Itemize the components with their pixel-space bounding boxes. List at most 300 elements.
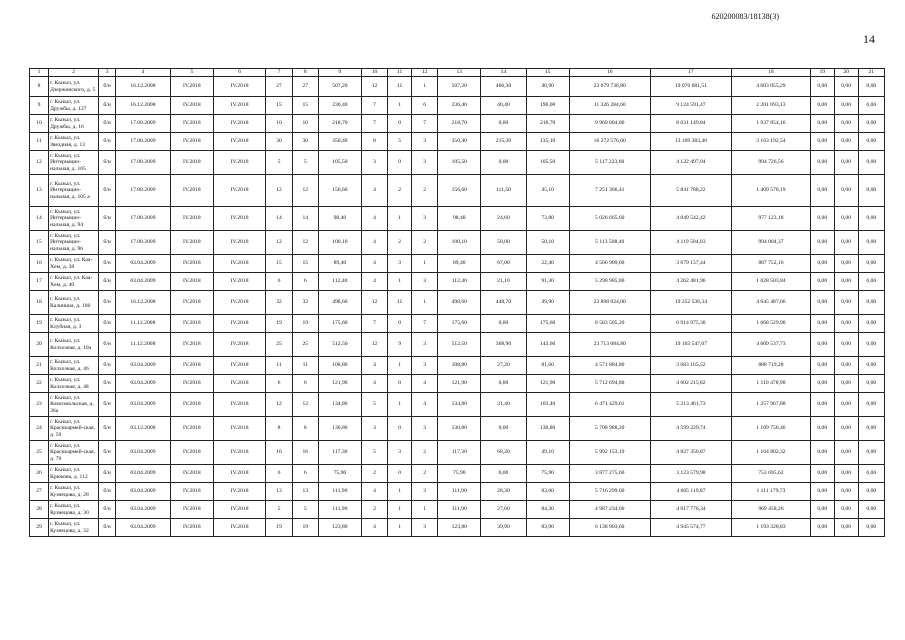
table-cell: 0,00 <box>481 465 526 483</box>
table-cell: 39,90 <box>481 519 526 537</box>
table-cell: 5 712 694,80 <box>569 375 650 393</box>
table-cell: 4 <box>361 273 387 291</box>
table-cell: IV.2018 <box>213 393 266 417</box>
table-cell: IV.2018 <box>213 501 266 519</box>
table-cell: 4 827 350,87 <box>650 441 731 465</box>
table-cell: 03.04.2009 <box>115 393 170 417</box>
table-cell: б/н <box>99 97 116 115</box>
table-cell: 23 679 736,80 <box>569 77 650 97</box>
table-cell: IV.2018 <box>170 273 213 291</box>
table-cell: 111,90 <box>438 483 481 501</box>
table-row <box>30 417 885 441</box>
table-cell: 4 571 884,80 <box>569 357 650 375</box>
table-cell: 25 <box>266 333 292 357</box>
table-row <box>30 393 885 417</box>
table-cell: 91,30 <box>526 273 569 291</box>
table-cell: 512,50 <box>438 333 481 357</box>
table-cell: 19 076 681,51 <box>650 77 731 97</box>
table-cell: б/н <box>99 417 116 441</box>
table-cell: 8 <box>30 77 49 97</box>
table-cell: 22 <box>30 375 49 393</box>
table-cell: 7 <box>361 315 387 333</box>
table-cell: 3 <box>412 417 438 441</box>
table-cell: 9 124 591,47 <box>650 97 731 115</box>
table-cell: 17.08.2009 <box>115 175 170 207</box>
table-cell: 16 272 576,00 <box>569 133 650 151</box>
table-cell: 9 969 004,00 <box>569 115 650 133</box>
table-cell: 4 <box>361 483 387 501</box>
table-cell: 23 <box>30 393 49 417</box>
table-cell: 0,00 <box>810 441 834 465</box>
table-row <box>30 519 885 537</box>
table-cell: 350,40 <box>438 133 481 151</box>
table-cell: б/н <box>99 393 116 417</box>
table-cell: 12 <box>361 291 387 315</box>
table-cell: 68,20 <box>481 441 526 465</box>
table-cell: 1 <box>388 97 412 115</box>
table-row <box>30 333 885 357</box>
table-cell: IV.2018 <box>170 207 213 231</box>
table-cell: 16.12.2008 <box>115 77 170 97</box>
table-cell: 4 <box>412 375 438 393</box>
table-cell: 0,00 <box>834 207 858 231</box>
table-cell: 175,60 <box>526 315 569 333</box>
table-cell: 105,50 <box>526 151 569 175</box>
table-cell: 105,50 <box>318 151 361 175</box>
table-cell: IV.2018 <box>170 115 213 133</box>
table-cell: 5 <box>292 501 318 519</box>
column-header: 8 <box>292 69 318 77</box>
column-header: 13 <box>438 69 481 77</box>
table-cell: 4 602 215,82 <box>650 375 731 393</box>
table-cell: 0,00 <box>834 151 858 175</box>
table-cell: 27 <box>30 483 49 501</box>
table-cell: 98,40 <box>318 207 361 231</box>
table-cell: 888 719,28 <box>732 357 811 375</box>
table-cell: 1 <box>388 393 412 417</box>
table-cell: 156,60 <box>438 175 481 207</box>
table-cell: 3 <box>412 133 438 151</box>
table-cell: 215,30 <box>481 133 526 151</box>
table-cell: 103,40 <box>526 393 569 417</box>
table-cell: 0 <box>388 315 412 333</box>
table-cell: 0,00 <box>810 151 834 175</box>
table-cell: 448,70 <box>481 291 526 315</box>
table-cell: 4 <box>361 375 387 393</box>
address-cell: г. Кызыл, ул. Кузнецова, д. 30 <box>49 501 99 519</box>
table-cell: б/н <box>99 77 116 97</box>
table-cell: IV.2018 <box>213 175 266 207</box>
column-header: 6 <box>213 69 266 77</box>
table-cell: 17 <box>30 273 49 291</box>
table-cell: IV.2018 <box>170 97 213 115</box>
table-cell: 0,00 <box>858 333 884 357</box>
table-cell: IV.2018 <box>213 291 266 315</box>
table-cell: IV.2018 <box>170 357 213 375</box>
table-cell: 4 017 776,34 <box>650 501 731 519</box>
table-row <box>30 375 885 393</box>
table-cell: 0,00 <box>810 393 834 417</box>
table-cell: 4 <box>361 255 387 273</box>
table-cell: 5 113 508,40 <box>569 231 650 255</box>
table-cell: 130,80 <box>438 417 481 441</box>
table-cell: 20 <box>30 333 49 357</box>
table-cell: 105,50 <box>438 151 481 175</box>
column-header: 4 <box>115 69 170 77</box>
table-cell: IV.2018 <box>170 133 213 151</box>
table-cell: 17.08.2009 <box>115 151 170 175</box>
table-cell: 1 <box>412 255 438 273</box>
table-cell: 1 <box>388 501 412 519</box>
table-cell: 0,00 <box>834 465 858 483</box>
table-cell: 0,00 <box>810 315 834 333</box>
table-cell: 0,00 <box>810 77 834 97</box>
table-cell: 4 <box>361 175 387 207</box>
table-cell: 1 668 529,90 <box>732 315 811 333</box>
table-cell: 0,00 <box>858 175 884 207</box>
table-cell: IV.2018 <box>213 333 266 357</box>
table-cell: 977 123,18 <box>732 207 811 231</box>
table-cell: 196,00 <box>526 97 569 115</box>
table-cell: 12 <box>361 77 387 97</box>
table-cell: 156,60 <box>318 175 361 207</box>
column-header: 12 <box>412 69 438 77</box>
table-cell: IV.2018 <box>170 483 213 501</box>
column-header: 10 <box>361 69 387 77</box>
table-cell: 1 028 503,84 <box>732 273 811 291</box>
table-cell: 0,00 <box>810 255 834 273</box>
table-cell: 27 <box>292 77 318 97</box>
table-cell: 0,00 <box>834 255 858 273</box>
table-cell: 1 111 179,73 <box>732 483 811 501</box>
table-cell: 5 <box>361 441 387 465</box>
column-header: 18 <box>732 69 811 77</box>
table-cell: 0,00 <box>810 483 834 501</box>
table-cell: б/н <box>99 151 116 175</box>
address-cell: г. Кызыл, ул. Интернацио-нальная, д. 105 <box>49 151 99 175</box>
table-cell: 6 <box>412 97 438 115</box>
table-cell: 0,00 <box>810 133 834 151</box>
table-cell: 12 <box>292 393 318 417</box>
table-cell: 5 708 988,20 <box>569 417 650 441</box>
table-cell: 0,00 <box>481 417 526 441</box>
table-cell: 1 <box>412 291 438 315</box>
table-cell: 14 <box>266 207 292 231</box>
table-cell: 0,00 <box>834 273 858 291</box>
table-cell: 14 <box>292 207 318 231</box>
table-cell: 83,90 <box>526 519 569 537</box>
table-cell: 3 <box>388 441 412 465</box>
table-cell: IV.2018 <box>170 441 213 465</box>
table-cell: 81,60 <box>526 357 569 375</box>
table-cell: 27 <box>266 77 292 97</box>
table-cell: 5 117 223,60 <box>569 151 650 175</box>
table-cell: 121,90 <box>318 375 361 393</box>
address-cell: г. Кызыл, ул. Красноармей-ская, д. 79 <box>49 441 99 465</box>
table-cell: 25 <box>30 441 49 465</box>
table-row <box>30 273 885 291</box>
table-cell: IV.2018 <box>170 501 213 519</box>
table-cell: 3 877 275,60 <box>569 465 650 483</box>
table-cell: 16 <box>30 255 49 273</box>
table-cell: 8 <box>266 417 292 441</box>
table-cell: 5 213 461,73 <box>650 393 731 417</box>
table-cell: 0,00 <box>810 291 834 315</box>
table-cell: IV.2018 <box>170 291 213 315</box>
table-cell: 27,60 <box>481 501 526 519</box>
table-cell: 4 <box>361 231 387 255</box>
table-cell: 28,30 <box>481 483 526 501</box>
table-row <box>30 441 885 465</box>
table-cell: 0,00 <box>834 519 858 537</box>
column-header: 7 <box>266 69 292 77</box>
table-cell: 4 945 574,77 <box>650 519 731 537</box>
table-cell: б/н <box>99 291 116 315</box>
table-cell: 112,40 <box>438 273 481 291</box>
table-cell: б/н <box>99 231 116 255</box>
table-cell: 887 752,16 <box>732 255 811 273</box>
table-cell: 13 <box>266 483 292 501</box>
table-cell: 0,00 <box>834 97 858 115</box>
table-row <box>30 357 885 375</box>
table-cell: 11 <box>266 357 292 375</box>
table-cell: 5 <box>292 151 318 175</box>
table-cell: 3 <box>412 151 438 175</box>
table-cell: 0 <box>388 375 412 393</box>
table-cell: 11.12.2008 <box>115 333 170 357</box>
table-cell: 4 119 504,03 <box>650 231 731 255</box>
table-cell: 3 679 157,44 <box>650 255 731 273</box>
table-cell: 753 695,62 <box>732 465 811 483</box>
table-cell: 1 937 854,16 <box>732 115 811 133</box>
table-cell: 98,40 <box>438 207 481 231</box>
table-cell: 0,00 <box>858 291 884 315</box>
table-cell: 1 <box>388 207 412 231</box>
table-cell: 0,00 <box>810 273 834 291</box>
table-row <box>30 255 885 273</box>
table-cell: 8 583 505,20 <box>569 315 650 333</box>
table-cell: 0,00 <box>834 417 858 441</box>
table-cell: 11 326 284,60 <box>569 97 650 115</box>
table-cell: 16.12.2008 <box>115 291 170 315</box>
table-cell: 31,40 <box>481 393 526 417</box>
table-cell: 0,00 <box>858 115 884 133</box>
table-cell: IV.2018 <box>213 375 266 393</box>
table-cell: 11 <box>388 291 412 315</box>
table-cell: 9 <box>388 333 412 357</box>
table-cell: б/н <box>99 115 116 133</box>
table-cell: 4 049 542,42 <box>650 207 731 231</box>
address-cell: г. Кызыл, ул. Комсомольская, д. 36а <box>49 393 99 417</box>
table-cell: 13 <box>30 175 49 207</box>
table-cell: 0,00 <box>481 115 526 133</box>
table-cell: IV.2018 <box>213 231 266 255</box>
table-row <box>30 151 885 175</box>
table-cell: 75,90 <box>526 465 569 483</box>
column-header: 15 <box>526 69 569 77</box>
table-cell: 84,30 <box>526 501 569 519</box>
column-header: 11 <box>388 69 412 77</box>
table-cell: 4 566 909,60 <box>569 255 650 273</box>
table-cell: IV.2018 <box>213 115 266 133</box>
table-cell: 23 713 084,80 <box>569 333 650 357</box>
table-cell: 498,60 <box>438 291 481 315</box>
table-cell: 12 <box>266 175 292 207</box>
table-cell: IV.2018 <box>213 77 266 97</box>
table-cell: 4 122 497,04 <box>650 151 731 175</box>
table-cell: 19 <box>266 519 292 537</box>
table-cell: 16 <box>292 441 318 465</box>
table-cell: IV.2018 <box>170 315 213 333</box>
table-cell: 1 <box>412 77 438 97</box>
column-header: 16 <box>569 69 650 77</box>
table-cell: 123,80 <box>318 519 361 537</box>
table-cell: 0,00 <box>858 207 884 231</box>
table-cell: 0,00 <box>810 175 834 207</box>
table-cell: 11 <box>292 357 318 375</box>
table-cell: 40,40 <box>481 97 526 115</box>
table-cell: 6 471 429,61 <box>569 393 650 417</box>
table-cell: 4 599 229,74 <box>650 417 731 441</box>
table-cell: 4 987 234,60 <box>569 501 650 519</box>
table-cell: 368,90 <box>481 333 526 357</box>
table-cell: 0,00 <box>834 175 858 207</box>
table-cell: б/н <box>99 255 116 273</box>
table-cell: 21,10 <box>481 273 526 291</box>
table-cell: 1 <box>388 483 412 501</box>
table-cell: 2 <box>412 175 438 207</box>
table-cell: 15 <box>30 231 49 255</box>
table-cell: 0,00 <box>834 441 858 465</box>
table-cell: 0,00 <box>834 483 858 501</box>
table-cell: 175,60 <box>318 315 361 333</box>
table-cell: 17.08.2009 <box>115 115 170 133</box>
table-cell: 117,30 <box>438 441 481 465</box>
column-header: 19 <box>810 69 834 77</box>
table-cell: 6 <box>292 465 318 483</box>
table-cell: 19 <box>292 519 318 537</box>
table-cell: 8 <box>361 133 387 151</box>
address-cell: г. Кызыл, ул. Калинина, д. 100 <box>49 291 99 315</box>
table-cell: 5 841 788,22 <box>650 175 731 207</box>
table-cell: 17.08.2009 <box>115 133 170 151</box>
address-cell: г. Кызыл, ул. Дружбы, д. 127 <box>49 97 99 115</box>
table-cell: 03.04.2009 <box>115 519 170 537</box>
table-cell: 969 458,26 <box>732 501 811 519</box>
table-cell: 175,60 <box>438 315 481 333</box>
table-cell: 75,90 <box>438 465 481 483</box>
table-cell: 6 <box>266 375 292 393</box>
table-cell: 3 <box>361 417 387 441</box>
table-cell: IV.2018 <box>213 207 266 231</box>
table-cell: 23 898 024,00 <box>569 291 650 315</box>
table-cell: 134,80 <box>438 393 481 417</box>
table-cell: 4 <box>412 393 438 417</box>
address-cell: г. Кызыл, ул. Красноармей-ская, д. 59 <box>49 417 99 441</box>
table-cell: 2 <box>388 231 412 255</box>
table-cell: IV.2018 <box>170 393 213 417</box>
table-cell: IV.2018 <box>213 97 266 115</box>
table-cell: 30 <box>266 133 292 151</box>
table-cell: 5 290 985,80 <box>569 273 650 291</box>
table-cell: 16.12.2008 <box>115 97 170 115</box>
table-cell: 1 <box>412 501 438 519</box>
column-header: 20 <box>834 69 858 77</box>
table-cell: IV.2018 <box>213 441 266 465</box>
table-cell: 21 <box>30 357 49 375</box>
table-cell: б/н <box>99 175 116 207</box>
table-cell: 5 992 153,19 <box>569 441 650 465</box>
table-cell: 2 <box>412 441 438 465</box>
table-cell: 49,10 <box>526 441 569 465</box>
table-row <box>30 483 885 501</box>
table-cell: 0,00 <box>858 483 884 501</box>
table-cell: 512,50 <box>318 333 361 357</box>
table-cell: 19 <box>30 315 49 333</box>
table-cell: 100,10 <box>438 231 481 255</box>
table-cell: 218,70 <box>438 115 481 133</box>
table-cell: 4 <box>361 357 387 375</box>
table-cell: 13 109 383,46 <box>650 133 731 151</box>
table-cell: IV.2018 <box>170 151 213 175</box>
table-cell: 994 004,37 <box>732 231 811 255</box>
column-header: 5 <box>170 69 213 77</box>
table-cell: 100,10 <box>318 231 361 255</box>
table-row <box>30 465 885 483</box>
table-cell: 466,30 <box>481 77 526 97</box>
table-cell: 3 123 579,98 <box>650 465 731 483</box>
table-cell: 0,00 <box>834 115 858 133</box>
table-cell: 8 <box>292 417 318 441</box>
document-id: 620200083/18138(3) <box>711 12 779 21</box>
table-cell: IV.2018 <box>213 465 266 483</box>
table-cell: 0 <box>388 465 412 483</box>
table-cell: 3 <box>388 255 412 273</box>
table-cell: 03.04.2009 <box>115 375 170 393</box>
table-cell: 3 <box>412 207 438 231</box>
table-cell: 11 <box>388 77 412 97</box>
address-cell: г. Кызыл, ул. Кузнецова, д. 28 <box>49 483 99 501</box>
table-cell: 89,40 <box>438 255 481 273</box>
table-cell: 83,60 <box>526 483 569 501</box>
table-cell: б/н <box>99 315 116 333</box>
table-cell: 6 <box>292 273 318 291</box>
table-cell: 0,00 <box>810 333 834 357</box>
table-cell: 507,20 <box>318 77 361 97</box>
table-cell: 03.04.2009 <box>115 483 170 501</box>
table-cell: 2 <box>361 501 387 519</box>
table-cell: 32 <box>292 291 318 315</box>
table-cell: 7 <box>412 115 438 133</box>
column-header: 14 <box>481 69 526 77</box>
table-cell: 0,00 <box>858 97 884 115</box>
table-cell: 26 <box>30 465 49 483</box>
table-cell: 32 <box>266 291 292 315</box>
table-cell: 19 103 547,07 <box>650 333 731 357</box>
table-cell: б/н <box>99 207 116 231</box>
table-cell: 29 <box>30 519 49 537</box>
table-cell: 0,00 <box>834 315 858 333</box>
page-number: 14 <box>863 32 875 46</box>
table-cell: 5 <box>361 393 387 417</box>
table-cell: IV.2018 <box>170 465 213 483</box>
table-cell: 0,00 <box>834 133 858 151</box>
table-row <box>30 115 885 133</box>
table-cell: 89,40 <box>318 255 361 273</box>
table-cell: 112,40 <box>318 273 361 291</box>
table-cell: 0,00 <box>834 357 858 375</box>
table-cell: 1 257 967,88 <box>732 393 811 417</box>
